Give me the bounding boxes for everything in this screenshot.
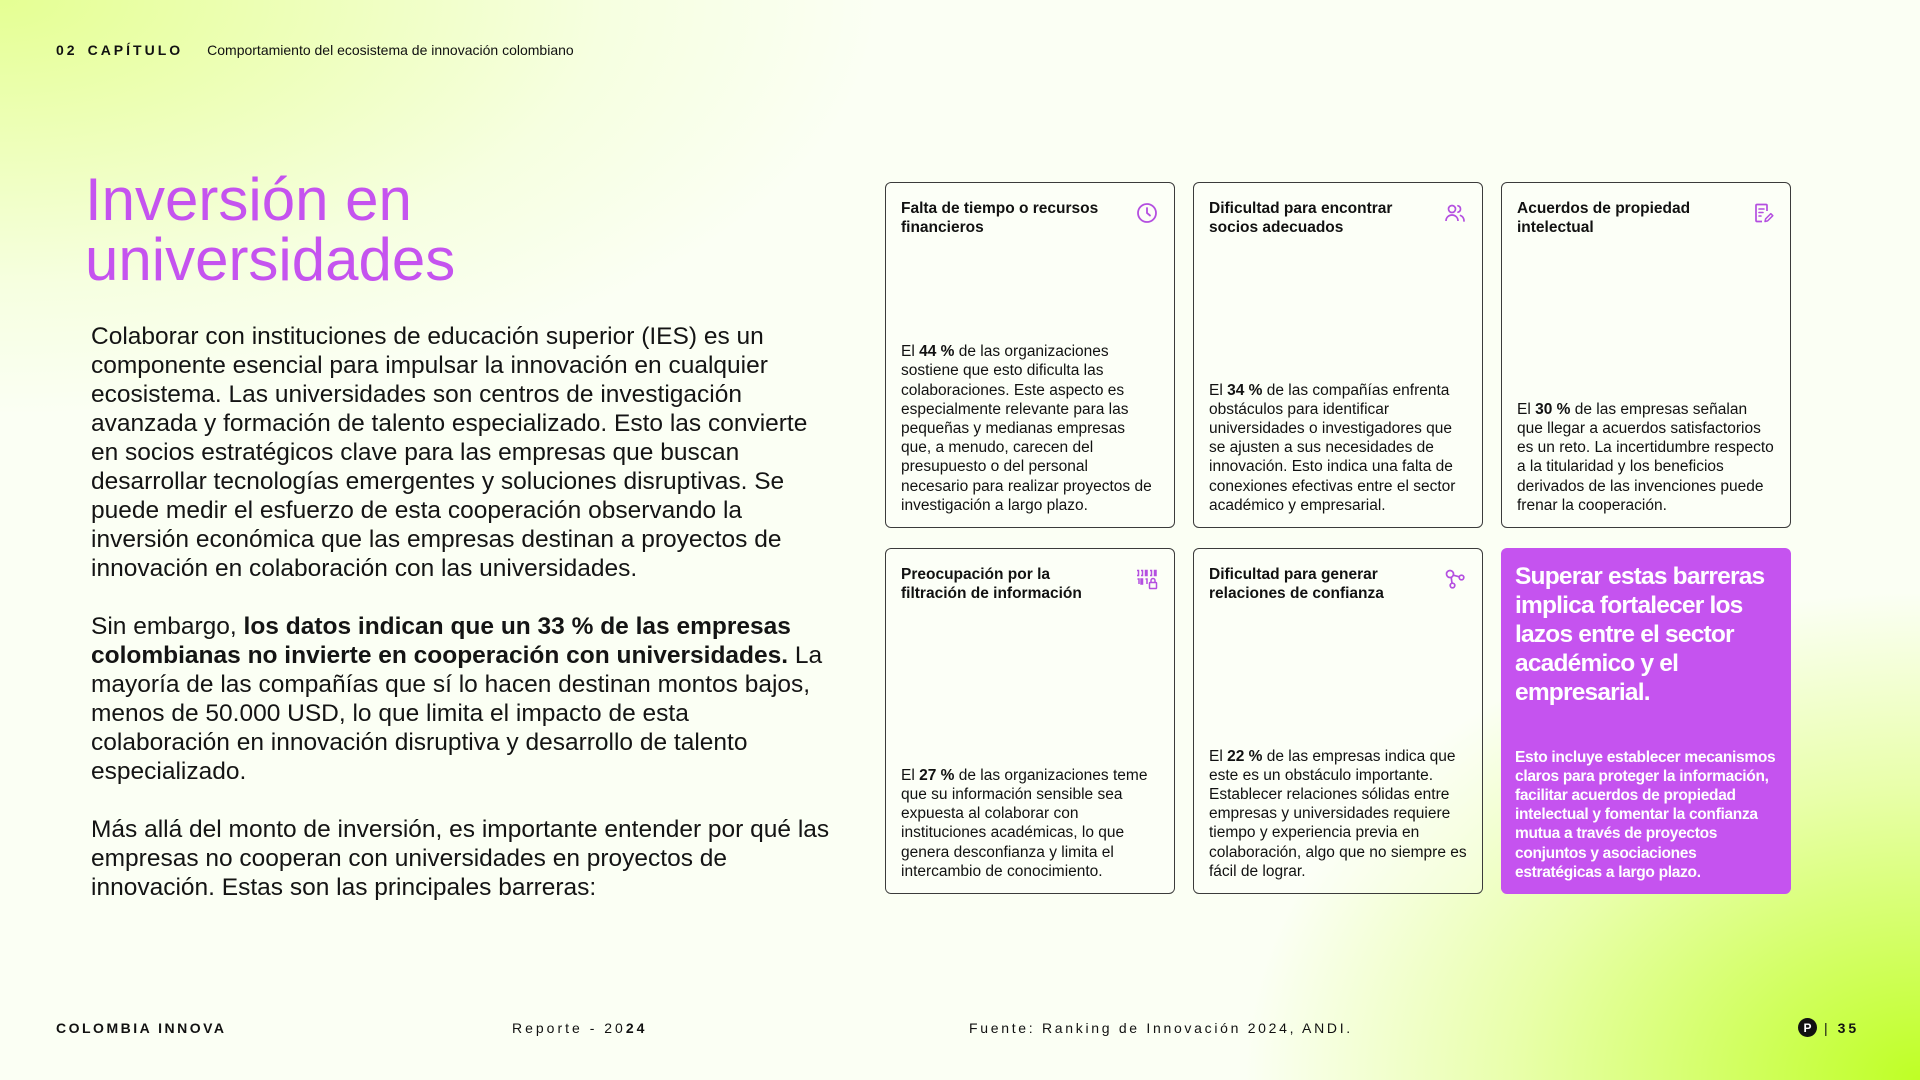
card-percent: 22 % bbox=[1227, 747, 1263, 765]
card-title: Falta de tiempo o recursos financieros bbox=[901, 200, 1099, 236]
barrier-card-partners bbox=[1193, 182, 1483, 528]
highlight-card bbox=[1501, 548, 1791, 894]
page-number: 35 bbox=[1837, 1019, 1860, 1036]
footer-report: Reporte - 2024 bbox=[512, 1020, 648, 1036]
barrier-card-time-resources bbox=[885, 182, 1175, 528]
card-text: El 30 % de las empresas señalan que llegar a acuerdos satisfactorios es un reto. La incertidumbre respecto a la titularidad y los beneficios derivados de las invenciones puede frenar la cooperación. bbox=[1517, 400, 1774, 514]
paragraph-2-intro: Sin embargo, bbox=[91, 613, 244, 640]
card-percent: 34 % bbox=[1227, 381, 1263, 399]
footer-source: Fuente: Ranking de Innovación 2024, ANDI. bbox=[969, 1020, 1353, 1036]
card-text: El 27 % de las organizaciones teme que su información sensible sea expuesta al colaborar con instituciones académicas, lo que genera desconfianza y limita el intercambio de conocimiento. bbox=[901, 766, 1148, 880]
page-title-line2: universidades bbox=[85, 226, 456, 293]
card-title: Acuerdos de propiedad intelectual bbox=[1517, 200, 1691, 236]
page-title bbox=[85, 166, 785, 293]
card-percent: 27 % bbox=[919, 766, 955, 784]
chapter-label: CAPÍTULO bbox=[87, 42, 184, 58]
brand-logo-icon: P bbox=[1798, 1018, 1817, 1037]
highlight-title: Superar estas barreras implica fortalecer los lazos entre el sector académico y el empresarial. bbox=[1515, 563, 1765, 706]
footer-separator: | bbox=[1824, 1019, 1828, 1036]
card-percent: 30 % bbox=[1535, 400, 1571, 418]
chapter-number: 02 bbox=[56, 42, 78, 58]
connection-icon bbox=[1443, 567, 1467, 591]
footer-report-year: 24 bbox=[625, 1020, 648, 1036]
footer-page-info bbox=[1798, 1018, 1859, 1037]
users-icon bbox=[1443, 201, 1467, 225]
card-text: El 22 % de las empresas indica que este es un obstáculo importante. Establecer relaciones sólidas entre empresas y universidades requiere tiempo y experiencia previa en colaboración, algo que no siempre es fácil de lograr. bbox=[1209, 747, 1467, 880]
paragraph-2-emphasis: los datos indican que un 33 % de las empresas colombianas no invierte en cooperación con universidades. bbox=[91, 613, 791, 669]
paragraph-3: Más allá del monto de inversión, es importante entender por qué las empresas no cooperan con universidades en proyectos de innovación. Estas son las principales barreras: bbox=[91, 816, 830, 901]
body-text bbox=[91, 322, 831, 931]
chapter-title: Comportamiento del ecosistema de innovación colombiano bbox=[207, 42, 574, 58]
document-edit-icon bbox=[1751, 201, 1775, 225]
highlight-text: Esto incluye establecer mecanismos claros para proteger la información, facilitar acuerdos de propiedad intelectual y fomentar la confianza mutua a través de proyectos conjuntos y asociaciones estratégicas a largo plazo. bbox=[1515, 748, 1776, 881]
card-title: Preocupación por la filtración de información bbox=[901, 566, 1082, 602]
footer-brand: COLOMBIA INNOVA bbox=[56, 1020, 227, 1036]
chapter-header bbox=[56, 42, 574, 58]
paragraph-1: Colaborar con instituciones de educación superior (IES) es un componente esencial para impulsar la innovación en cualquier ecosistema. Las universidades son centros de investigación avanzada y formación de talento especializado. Esto las convierte en socios estratégicos clave para las empresas que buscan desarrollar tecnologías emergentes y soluciones disruptivas. Se puede medir el esfuerzo de esta cooperación observando la inversión económica que las empresas destinan a proyectos de innovación en colaboración con las universidades. bbox=[91, 323, 808, 582]
card-title: Dificultad para generar relaciones de confianza bbox=[1209, 566, 1384, 602]
card-text: El 44 % de las organizaciones sostiene que esto dificulta las colaboraciones. Este aspecto es especialmente relevante para las pequeñas y medianas empresas que, a menudo, carecen del presupuesto o del personal necesario para realizar proyectos de investigación a largo plazo. bbox=[901, 343, 1152, 514]
card-percent: 44 % bbox=[919, 343, 955, 361]
paragraph-2-rest: La mayoría de las compañías que sí lo hacen destinan montos bajos, menos de 50.000 USD, lo que limita el impacto de esta colaboración en innovación disruptiva y desarrollo de talento especializado. bbox=[91, 642, 823, 785]
paragraph-2 bbox=[91, 612, 831, 786]
clock-icon bbox=[1135, 201, 1159, 225]
barrier-card-information-leak bbox=[885, 548, 1175, 894]
barrier-card-trust bbox=[1193, 548, 1483, 894]
barriers-grid bbox=[885, 182, 1797, 898]
card-text: El 34 % de las compañías enfrenta obstáculos para identificar universidades o investigadores que se ajusten a sus necesidades de innovación. Esto indica una falta de conexiones efectivas entre el sector académico y empresarial. bbox=[1209, 381, 1456, 514]
data-lock-icon bbox=[1135, 567, 1159, 591]
page-title-line1: Inversión en bbox=[85, 166, 412, 233]
barrier-card-intellectual-property bbox=[1501, 182, 1791, 528]
card-title: Dificultad para encontrar socios adecuados bbox=[1209, 200, 1393, 236]
